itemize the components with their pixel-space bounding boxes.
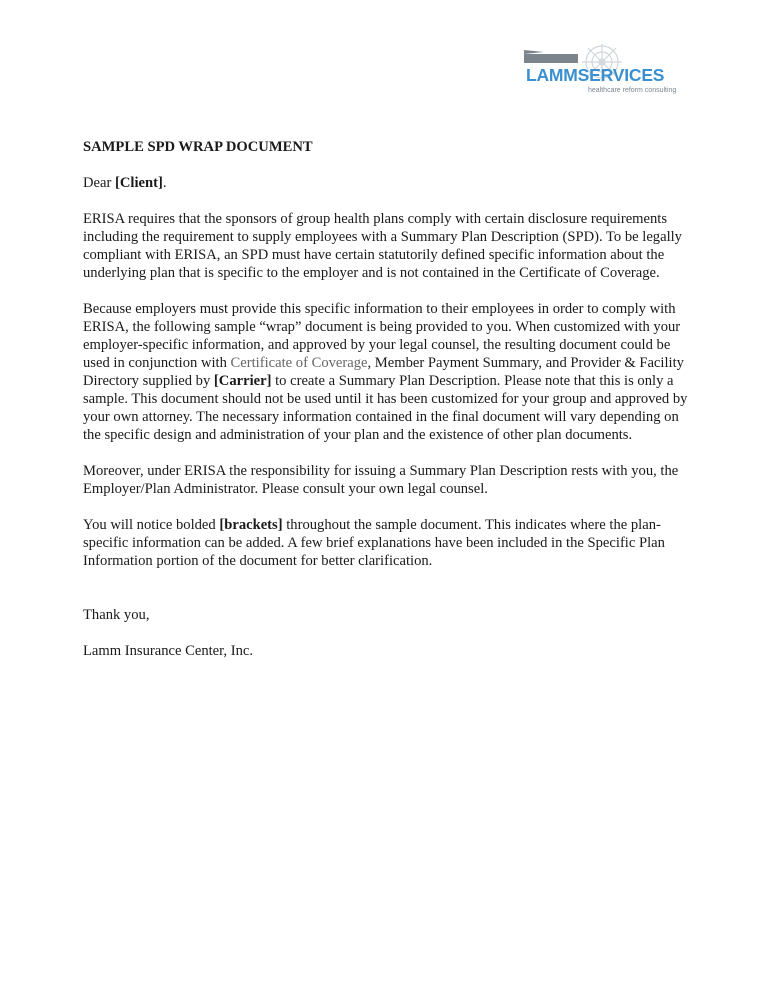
document-title: SAMPLE SPD WRAP DOCUMENT (83, 139, 313, 155)
closing: Thank you, (83, 607, 150, 623)
paragraph2-part2: , Member Payment Summary, and Provider & Facility Directory supplied by (83, 355, 684, 389)
certificate-of-coverage-text: Certificate of Coverage (230, 355, 368, 371)
paragraph-responsibility: Moreover, under ERISA the responsibility for issuing a Summary Plan Description rests with you, the Employer/Plan Administrator. Please consult your own legal counsel. (83, 463, 679, 497)
paragraph-wrap-document (83, 300, 693, 444)
salutation-suffix: . (162, 175, 167, 191)
pennant-tip (524, 50, 544, 54)
company-logo (522, 44, 684, 104)
salutation-prefix: Dear (83, 175, 116, 191)
signature: Lamm Insurance Center, Inc. (83, 643, 254, 659)
brackets-placeholder: [brackets] (219, 517, 283, 533)
paragraph-erisa-requirements: ERISA requires that the sponsors of group health plans comply with certain disclosure requirements including the requirement to supply employees with a Summary Plan Description (SPD). To be legally compliant with ERISA, an SPD must have certain statutorily defined specific information about the underlying plan that is specific to the employer and is not contained in the Certificate of Coverage. (83, 211, 682, 281)
carrier-placeholder: [Carrier] (213, 373, 272, 389)
logo-tagline: healthcare reform consulting (588, 87, 677, 94)
client-placeholder: [Client] (115, 175, 163, 191)
paragraph4-part2: throughout the sample document. This indicates where the plan-specific information can be added. A few brief explanations have been included in the Specific Plan Information portion of the document for better clarification. (83, 517, 665, 569)
paragraph4-part1: You will notice bolded (83, 517, 220, 533)
logo-name: LAMMSERVICES (526, 65, 665, 85)
paragraph2-part1: Because employers must provide this specific information to their employees in order to comply with ERISA, the following sample “wrap” document is being provided to you. When customized with your employer-specific information, and approved by your legal counsel, the resulting document could be used in conjunction with (83, 301, 681, 371)
salutation (83, 174, 693, 192)
paragraph2-part3: to create a Summary Plan Description. Please note that this is only a sample. This document should not be used until it has been customized for your group and approved by your own attorney. The necessary information contained in the final document will vary depending on the specific design and administration of your plan and the existence of other plan documents. (83, 373, 688, 443)
spacer (83, 588, 693, 606)
paragraph-brackets (83, 516, 693, 570)
pennant-shape (524, 54, 578, 63)
letter-body (83, 138, 693, 678)
